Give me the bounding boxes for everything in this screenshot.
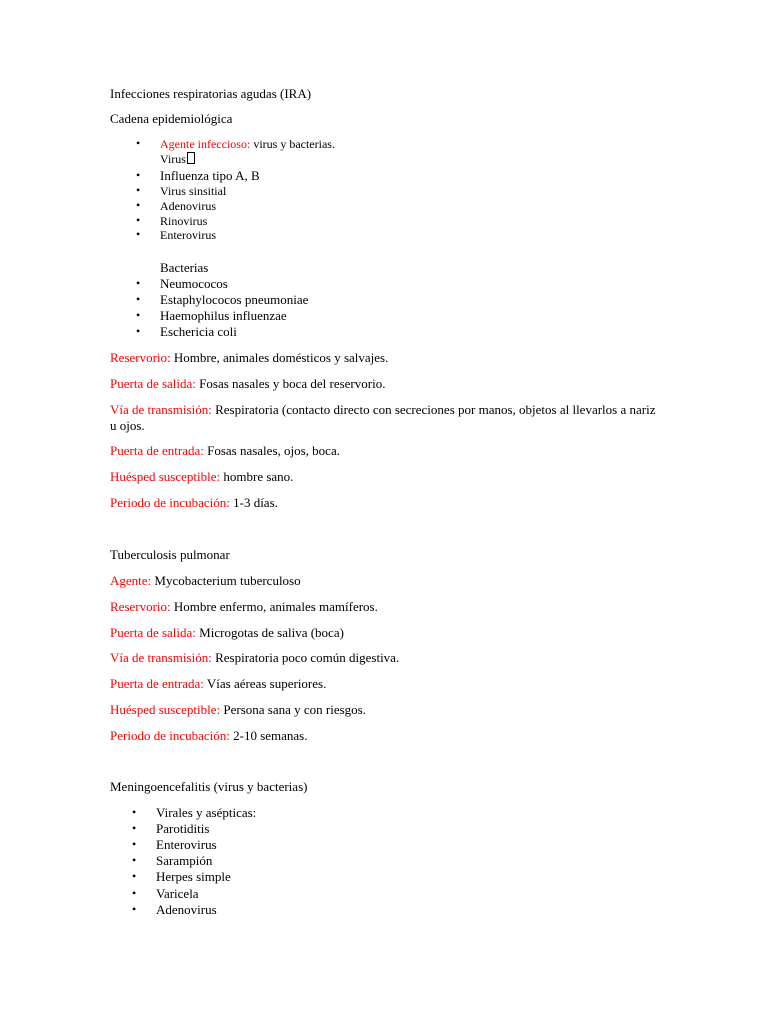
list-item: Neumococos: [160, 276, 228, 291]
list-item: Rinovirus: [160, 214, 208, 228]
field-huesped: Huésped susceptible: Persona sana y con riesgos.: [110, 702, 366, 717]
bullet-icon: •: [132, 902, 137, 916]
field-via-transmision-cont: u ojos.: [110, 418, 145, 433]
field-incubacion: Periodo de incubación: 2-10 semanas.: [110, 728, 308, 743]
section-title: Tuberculosis pulmonar: [110, 547, 230, 562]
field-puerta-salida: Puerta de salida: Fosas nasales y boca del reservorio.: [110, 376, 386, 391]
field-puerta-salida: Puerta de salida: Microgotas de saliva (boca): [110, 625, 344, 640]
list-item: Influenza tipo A, B: [160, 168, 260, 183]
agent-line: [160, 137, 335, 152]
list-item: Adenovirus: [156, 902, 217, 917]
list-item: Sarampión: [156, 853, 213, 868]
virus-heading: Virus: [160, 152, 195, 167]
bullet-icon: •: [136, 308, 141, 322]
agent-value: virus y bacterias.: [250, 137, 335, 151]
bullet-icon: •: [136, 276, 141, 290]
bullet-icon: •: [136, 168, 141, 182]
field-agente: Agente: Mycobacterium tuberculoso: [110, 573, 301, 588]
bullet-icon: •: [136, 136, 141, 150]
field-puerta-entrada: Puerta de entrada: Fosas nasales, ojos, boca.: [110, 443, 340, 458]
field-via-transmision: Vía de transmisión: Respiratoria poco común digestiva.: [110, 650, 400, 665]
list-item: Parotiditis: [156, 821, 210, 836]
bullet-icon: •: [132, 837, 137, 851]
field-reservorio: Reservorio: Hombre enfermo, animales mamíferos.: [110, 599, 378, 614]
list-item: Enterovirus: [160, 228, 216, 242]
bacteria-heading: Bacterias: [160, 260, 209, 275]
field-via-transmision: Vía de transmisión: Respiratoria (contacto directo con secreciones por manos, objetos al llevarlos a nariz: [110, 402, 656, 417]
list-item: Enterovirus: [156, 837, 217, 852]
list-item: Virales y asépticas:: [156, 805, 257, 820]
list-item: Varicela: [156, 886, 199, 901]
field-reservorio: Reservorio: Hombre, animales domésticos y salvajes.: [110, 350, 389, 365]
list-item: Haemophilus influenzae: [160, 308, 287, 323]
bullet-icon: •: [132, 805, 137, 819]
bullet-icon: •: [132, 853, 137, 867]
section-title: Infecciones respiratorias agudas (IRA): [110, 86, 312, 101]
bullet-icon: •: [132, 886, 137, 900]
bullet-icon: •: [136, 324, 141, 338]
agent-label: Agente infeccioso:: [160, 137, 251, 151]
bullet-icon: •: [132, 821, 137, 835]
list-item: Eschericia coli: [160, 324, 237, 339]
section-subtitle: Cadena epidemiológica: [110, 111, 233, 126]
field-incubacion: Periodo de incubación: 1-3 días.: [110, 495, 278, 510]
list-item: Virus sinsitial: [160, 184, 227, 198]
bullet-icon: •: [136, 183, 141, 197]
section-title: Meningoencefalitis (virus y bacterias): [110, 779, 308, 794]
list-item: Adenovirus: [160, 199, 216, 213]
field-puerta-entrada: Puerta de entrada: Vías aéreas superiores.: [110, 676, 327, 691]
bullet-icon: •: [136, 213, 141, 227]
list-item: Herpes simple: [156, 869, 231, 884]
missing-glyph-icon: [187, 152, 195, 164]
list-item: Estaphylococos pneumoniae: [160, 292, 309, 307]
field-huesped: Huésped susceptible: hombre sano.: [110, 469, 294, 484]
bullet-icon: •: [136, 227, 141, 241]
bullet-icon: •: [132, 869, 137, 883]
bullet-icon: •: [136, 198, 141, 212]
bullet-icon: •: [136, 292, 141, 306]
